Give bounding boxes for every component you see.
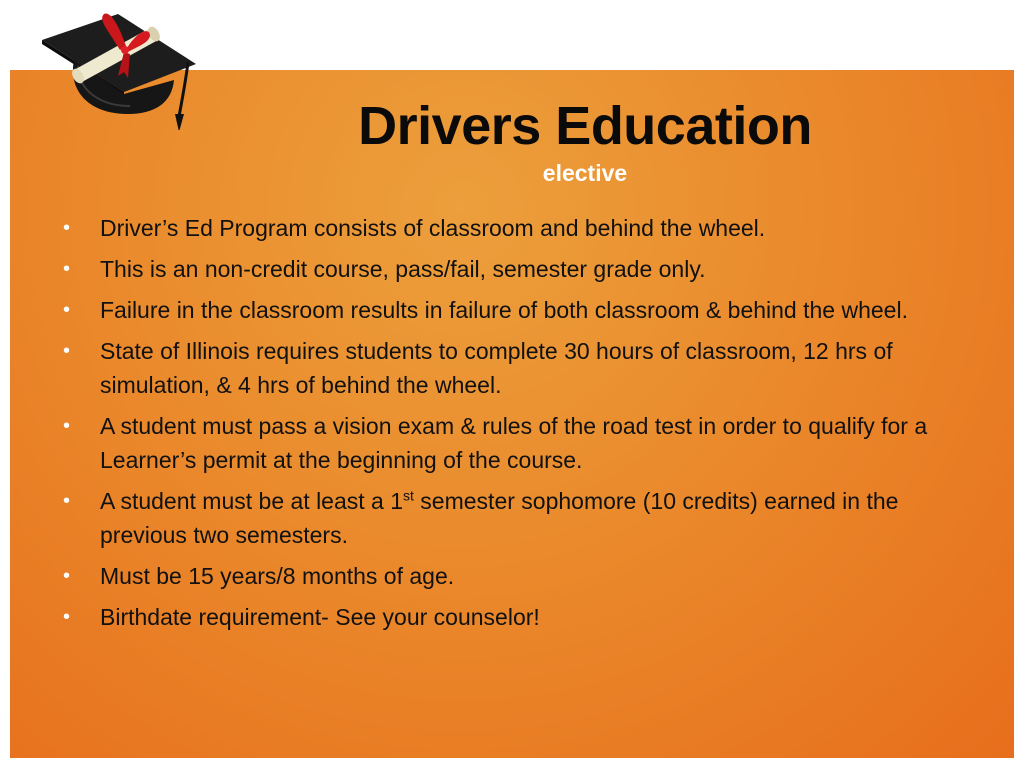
bullet-item: • Must be 15 years/8 months of age. bbox=[60, 559, 960, 593]
bullet-item: • Driver’s Ed Program consists of classroom and behind the wheel. bbox=[60, 211, 960, 245]
bullet-list bbox=[60, 211, 960, 641]
bullet-item: • This is an non-credit course, pass/fail, semester grade only. bbox=[60, 252, 960, 286]
bullet-dot-icon: • bbox=[63, 565, 71, 587]
bullet-dot-icon: • bbox=[63, 606, 71, 628]
slide-subtitle: elective bbox=[542, 160, 628, 186]
bullet-dot-icon: • bbox=[63, 217, 71, 239]
bullet-item: • State of Illinois requires students to complete 30 hours of classroom, 12 hrs of simulation, & 4 hrs of behind the wheel. bbox=[60, 334, 960, 402]
bullet-item: • A student must pass a vision exam & rules of the road test in order to qualify for a Learner’s permit at the beginning of the course. bbox=[60, 409, 960, 477]
slide-title: Drivers Education bbox=[358, 96, 812, 156]
ordinal-suffix: st bbox=[403, 487, 414, 504]
bullet-item: • Failure in the classroom results in failure of both classroom & behind the wheel. bbox=[60, 293, 960, 327]
bullet-item: • A student must be at least a 1st semester sophomore (10 credits) earned in the previous two semesters. bbox=[60, 484, 960, 552]
bullet-dot-icon: • bbox=[63, 340, 71, 362]
bullet-dot-icon: • bbox=[63, 299, 71, 321]
bullet-dot-icon: • bbox=[63, 490, 71, 512]
bullet-item: • Birthdate requirement- See your counselor! bbox=[60, 600, 960, 634]
bullet-dot-icon: • bbox=[63, 415, 71, 437]
graduation-cap-icon bbox=[38, 10, 203, 130]
bullet-dot-icon: • bbox=[63, 258, 71, 280]
